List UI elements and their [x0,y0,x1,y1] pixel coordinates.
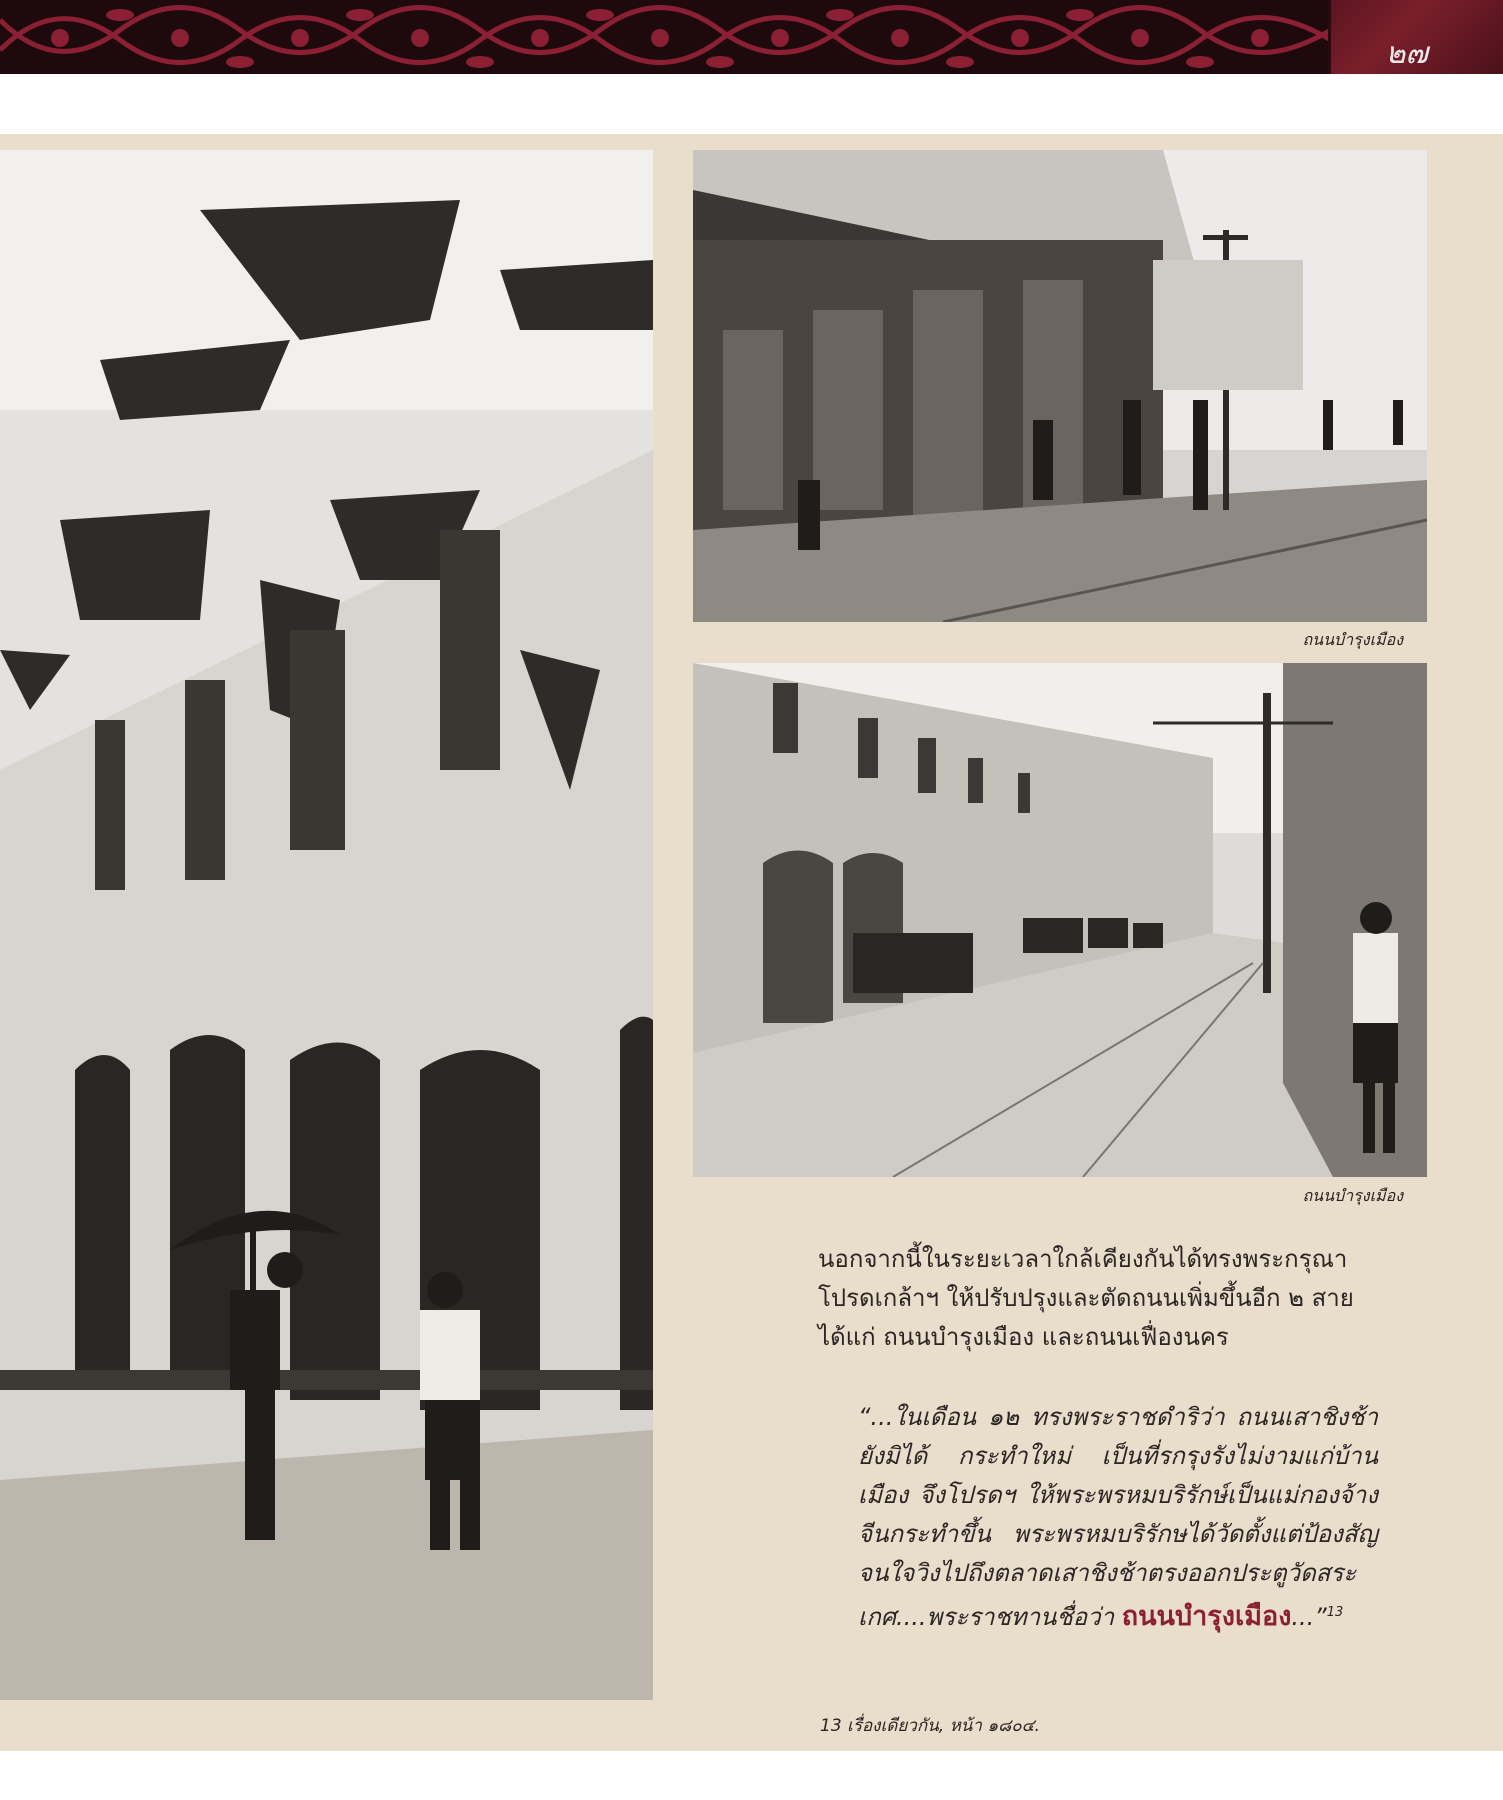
street-photo-main [0,150,653,1700]
header-banner [0,0,1503,74]
street-photo-top-image [693,150,1427,622]
body-paragraph [818,1240,1418,1357]
quote-text: “...ในเดือน ๑๒ ทรงพระราชดำริว่า ถนนเสาชิงช้ายังมิได้ กระทำใหม่ เป็นที่รกรุงรังไม่งามแก่บ้านเมือง จึงโปรดฯ ให้พระพรหมบริรักษ์เป็นแม่กองจ้างจีนกระทำขึ้น พระพรหมบริรักษได้วัดตั้งแต่ป้องสัญจนใจวิงไปถึงตลาดเสาชิงช้าตรงออกประตูวัดสระเกศ....พระราชทานชื่อว่า [858,1403,1378,1631]
street-photo-bottom [693,663,1427,1177]
body-paragraph-line: ได้แก่ ถนนบำรุงเมือง และถนนเฟื่องนคร [818,1323,1229,1351]
royal-chronicle-quote [858,1398,1378,1637]
photo-caption-top: ถนนบำรุงเมือง [1302,630,1403,649]
floral-ornament [0,0,1331,74]
street-photo-main-image [0,150,653,1700]
quote-highlight-road-name: ถนนบำรุงเมือง [1121,1601,1292,1632]
page-number: ๒๗ [1385,36,1428,71]
street-photo-top [693,150,1427,622]
quote-ending: ...” [1291,1603,1327,1631]
street-photo-bottom-image [693,663,1427,1177]
body-paragraph-line: โปรดเกล้าฯ ให้ปรับปรุงและตัดถนนเพิ่มขึ้นอีก ๒ สาย [818,1284,1354,1312]
photo-caption-bottom: ถนนบำรุงเมือง [1302,1186,1403,1205]
footnote: 13 เรื่องเดียวกัน, หน้า ๑๘๐๔. [820,1716,1040,1736]
body-paragraph-line: นอกจากนี้ในระยะเวลาใกล้เคียงกันได้ทรงพระกรุณา [818,1245,1348,1273]
footnote-reference: 13 [1326,1605,1344,1620]
